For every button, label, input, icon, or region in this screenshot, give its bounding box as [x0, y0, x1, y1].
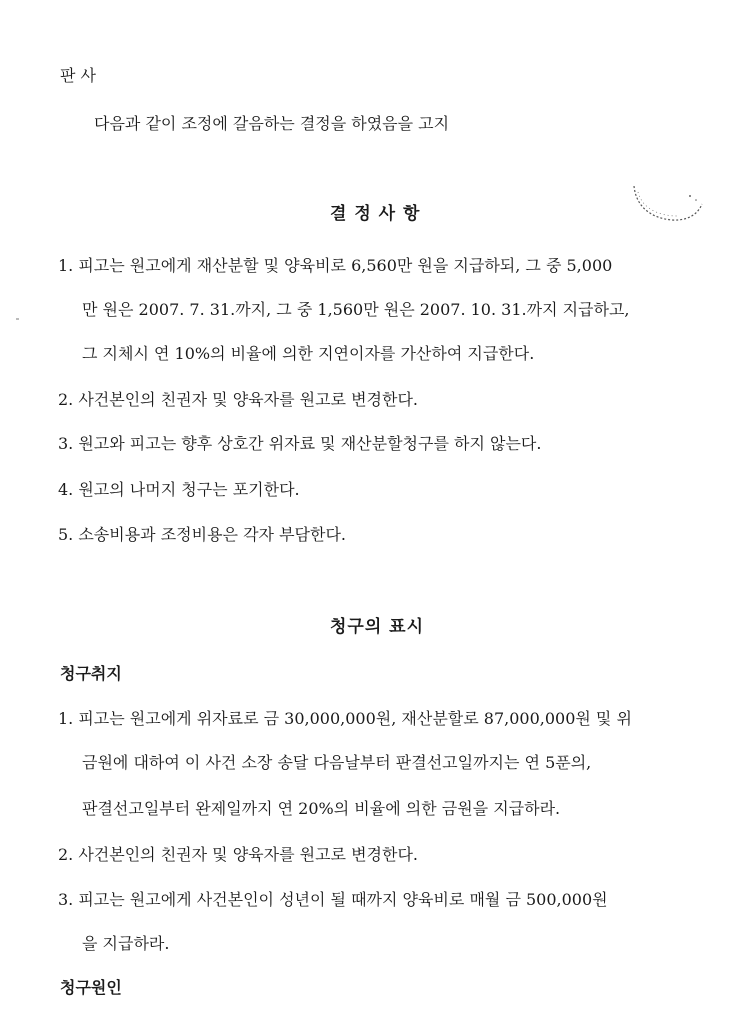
- decision-item-1-line-3: 그 지체시 연 10%의 비율에 의한 지연이자를 가산하여 지급한다.: [82, 344, 535, 363]
- decision-item-2: 2. 사건본인의 친권자 및 양육자를 원고로 변경한다.: [58, 390, 418, 409]
- claim-item-2: 2. 사건본인의 친권자 및 양육자를 원고로 변경한다.: [58, 845, 418, 864]
- claim-item-1-line-2: 금원에 대하여 이 사건 소장 송달 다음날부터 판결선고일까지는 연 5푼의,: [82, 753, 592, 772]
- claim-item-1-line-1: 1. 피고는 원고에게 위자료로 금 30,000,000원, 재산분할로 87,000,000원 및 위: [58, 709, 632, 728]
- decision-item-1-line-2: 만 원은 2007. 7. 31.까지, 그 중 1,560만 원은 2007. 10. 31.까지 지급하고,: [82, 300, 630, 319]
- decision-item-3: 3. 원고와 피고는 향후 상호간 위자료 및 재산분할청구를 하지 않는다.: [58, 434, 542, 453]
- decision-item-1-line-1: 1. 피고는 원고에게 재산분할 및 양육비로 6,560만 원을 지급하되, 그 중 5,000: [58, 256, 613, 275]
- court-seal-stamp: [628, 178, 708, 228]
- decision-item-4: 4. 원고의 나머지 청구는 포기한다.: [58, 480, 300, 499]
- judge-line: 판 사: [60, 66, 96, 85]
- intro-text: 다음과 같이 조정에 갈음하는 결정을 하였음을 고지: [94, 114, 450, 133]
- margin-mark: [16, 318, 19, 320]
- claim-cause-label: 청구원인: [60, 978, 122, 997]
- claim-purpose-label: 청구취지: [60, 664, 122, 683]
- decision-heading: 결 정 사 항: [330, 204, 421, 224]
- claim-item-3-line-2: 을 지급하라.: [82, 934, 170, 953]
- claim-item-1-line-3: 판결선고일부터 완제일까지 연 20%의 비율에 의한 금원을 지급하라.: [82, 799, 561, 818]
- decision-item-5: 5. 소송비용과 조정비용은 각자 부담한다.: [58, 525, 346, 544]
- claim-heading: 청구의 표시: [330, 617, 425, 637]
- claim-item-3-line-1: 3. 피고는 원고에게 사건본인이 성년이 될 때까지 양육비로 매월 금 500,000원: [58, 890, 608, 909]
